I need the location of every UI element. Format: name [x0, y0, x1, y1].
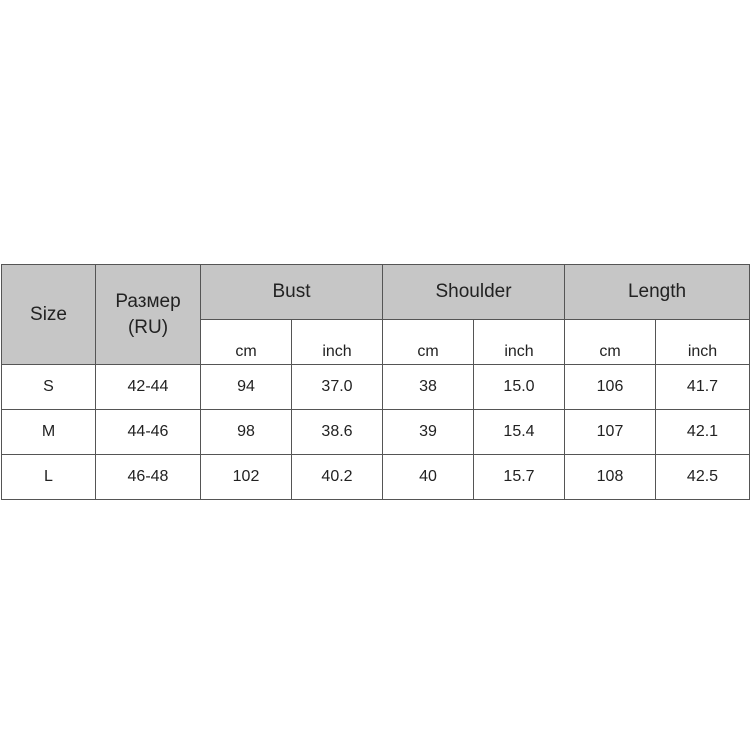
cell-size: M [2, 410, 96, 455]
cell-size: L [2, 455, 96, 500]
cell-length-cm: 108 [565, 455, 656, 500]
cell-bust-inch: 40.2 [292, 455, 383, 500]
cell-shoulder-cm: 38 [383, 365, 474, 410]
unit-bust-inch: inch [292, 320, 383, 365]
header-ru-line2: (RU) [127, 316, 169, 338]
cell-length-inch: 41.7 [656, 365, 750, 410]
cell-length-cm: 107 [565, 410, 656, 455]
header-size: Size [2, 265, 96, 365]
cell-bust-cm: 98 [201, 410, 292, 455]
table-row [2, 365, 750, 410]
cell-length-cm: 106 [565, 365, 656, 410]
header-ru-line1: Размер [115, 290, 181, 312]
unit-bust-cm: cm [201, 320, 292, 365]
cell-size: S [2, 365, 96, 410]
header-ru-size [96, 265, 201, 365]
cell-shoulder-inch: 15.0 [474, 365, 565, 410]
cell-shoulder-cm: 39 [383, 410, 474, 455]
cell-bust-inch: 37.0 [292, 365, 383, 410]
cell-bust-inch: 38.6 [292, 410, 383, 455]
unit-length-cm: cm [565, 320, 656, 365]
header-length: Length [565, 265, 750, 320]
cell-shoulder-cm: 40 [383, 455, 474, 500]
cell-ru: 44-46 [96, 410, 201, 455]
unit-shoulder-cm: cm [383, 320, 474, 365]
cell-bust-cm: 102 [201, 455, 292, 500]
cell-length-inch: 42.1 [656, 410, 750, 455]
table-row [2, 455, 750, 500]
table-row [2, 410, 750, 455]
cell-length-inch: 42.5 [656, 455, 750, 500]
header-shoulder: Shoulder [383, 265, 565, 320]
unit-length-inch: inch [656, 320, 750, 365]
cell-bust-cm: 94 [201, 365, 292, 410]
cell-ru: 46-48 [96, 455, 201, 500]
cell-shoulder-inch: 15.7 [474, 455, 565, 500]
size-chart-table [1, 264, 750, 500]
header-bust: Bust [201, 265, 383, 320]
cell-ru: 42-44 [96, 365, 201, 410]
unit-shoulder-inch: inch [474, 320, 565, 365]
cell-shoulder-inch: 15.4 [474, 410, 565, 455]
